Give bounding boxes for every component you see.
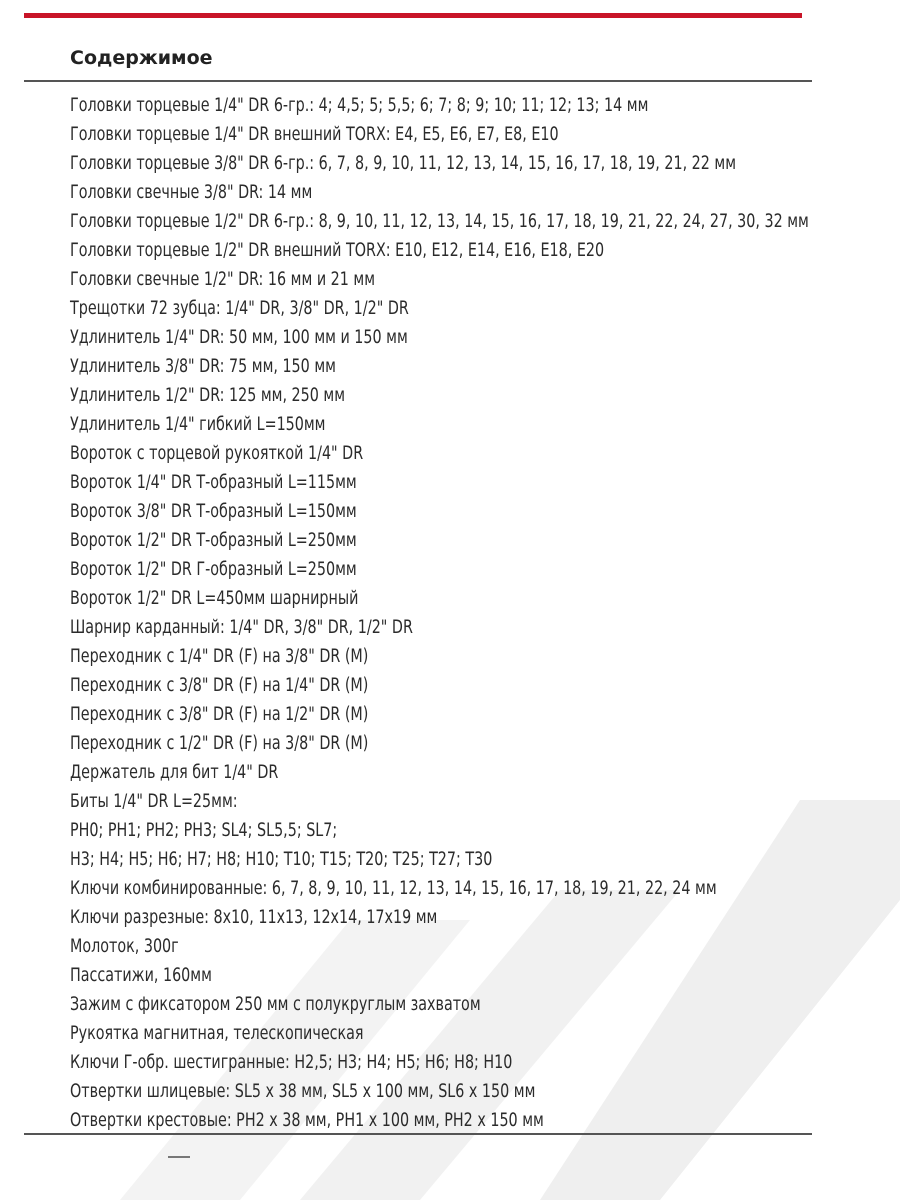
list-item: Биты 1/4" DR L=25мм: xyxy=(70,791,238,812)
footer-dash xyxy=(168,1156,190,1158)
list-item: Головки свечные 1/2" DR: 16 мм и 21 мм xyxy=(70,269,376,290)
list-item: Головки торцевые 1/4" DR внешний TORX: E4, E5, E6, E7, E8, E10 xyxy=(70,124,559,145)
list-item: Удлинитель 1/4" DR: 50 мм, 100 мм и 150 мм xyxy=(70,327,408,348)
list-item: Вороток 1/2" DR Т-образный L=250мм xyxy=(70,530,357,551)
list-item: Зажим с фиксатором 250 мм с полукруглым захватом xyxy=(70,994,481,1015)
list-item: Переходник с 3/8" DR (F) на 1/4" DR (M) xyxy=(70,675,369,696)
list-item: H3; H4; H5; H6; H7; H8; H10; T10; T15; T20; T25; T27; T30 xyxy=(70,849,493,870)
list-item: Переходник с 1/2" DR (F) на 3/8" DR (M) xyxy=(70,733,369,754)
list-item: Молоток, 300г xyxy=(70,936,179,957)
list-item: Отвертки шлицевые: SL5 x 38 мм, SL5 x 100 мм, SL6 x 150 мм xyxy=(70,1081,536,1102)
list-item: Головки торцевые 1/2" DR 6-гр.: 8, 9, 10, 11, 12, 13, 14, 15, 16, 17, 18, 19, 21, 22, 24, 27, 30, 32 мм xyxy=(70,211,809,232)
list-item: Вороток 1/2" DR L=450мм шарнирный xyxy=(70,588,359,609)
list-item: Рукоятка магнитная, телескопическая xyxy=(70,1023,364,1044)
section-heading: Содержимое xyxy=(70,47,213,69)
list-item: Шарнир карданный: 1/4" DR, 3/8" DR, 1/2" DR xyxy=(70,617,413,638)
list-item: Ключи комбинированные: 6, 7, 8, 9, 10, 11, 12, 13, 14, 15, 16, 17, 18, 19, 21, 22, 24 мм xyxy=(70,878,717,899)
list-item: Отвертки крестовые: PH2 x 38 мм, PH1 x 100 мм, PH2 x 150 мм xyxy=(70,1110,544,1131)
list-item: Пассатижи, 160мм xyxy=(70,965,212,986)
list-item: Головки торцевые 3/8" DR 6-гр.: 6, 7, 8, 9, 10, 11, 12, 13, 14, 15, 16, 17, 18, 19, 21, 22 мм xyxy=(70,153,737,174)
list-item: PH0; PH1; PH2; PH3; SL4; SL5,5; SL7; xyxy=(70,820,338,841)
heading-divider xyxy=(24,80,812,82)
list-item: Держатель для бит 1/4" DR xyxy=(70,762,279,783)
list-item: Удлинитель 3/8" DR: 75 мм, 150 мм xyxy=(70,356,336,377)
list-item: Головки торцевые 1/2" DR внешний TORX: E10, E12, E14, E16, E18, E20 xyxy=(70,240,605,261)
list-item: Головки свечные 3/8" DR: 14 мм xyxy=(70,182,313,203)
list-item: Вороток 1/2" DR Г-образный L=250мм xyxy=(70,559,357,580)
list-item: Удлинитель 1/2" DR: 125 мм, 250 мм xyxy=(70,385,346,406)
list-item: Трещотки 72 зубца: 1/4" DR, 3/8" DR, 1/2" DR xyxy=(70,298,409,319)
list-item: Переходник с 3/8" DR (F) на 1/2" DR (M) xyxy=(70,704,369,725)
list-item: Вороток 1/4" DR Т-образный L=115мм xyxy=(70,472,357,493)
list-item: Ключи Г-обр. шестигранные: H2,5; H3; H4; H5; H6; H8; H10 xyxy=(70,1052,513,1073)
list-item: Вороток 3/8" DR Т-образный L=150мм xyxy=(70,501,357,522)
list-item: Вороток с торцевой рукояткой 1/4" DR xyxy=(70,443,364,464)
list-item: Удлинитель 1/4" гибкий L=150мм xyxy=(70,414,326,435)
contents-list xyxy=(70,91,900,1135)
list-item: Переходник с 1/4" DR (F) на 3/8" DR (M) xyxy=(70,646,369,667)
list-item: Ключи разрезные: 8x10, 11x13, 12x14, 17x19 мм xyxy=(70,907,438,928)
list-item: Головки торцевые 1/4" DR 6-гр.: 4; 4,5; 5; 5,5; 6; 7; 8; 9; 10; 11; 12; 13; 14 мм xyxy=(70,95,649,116)
